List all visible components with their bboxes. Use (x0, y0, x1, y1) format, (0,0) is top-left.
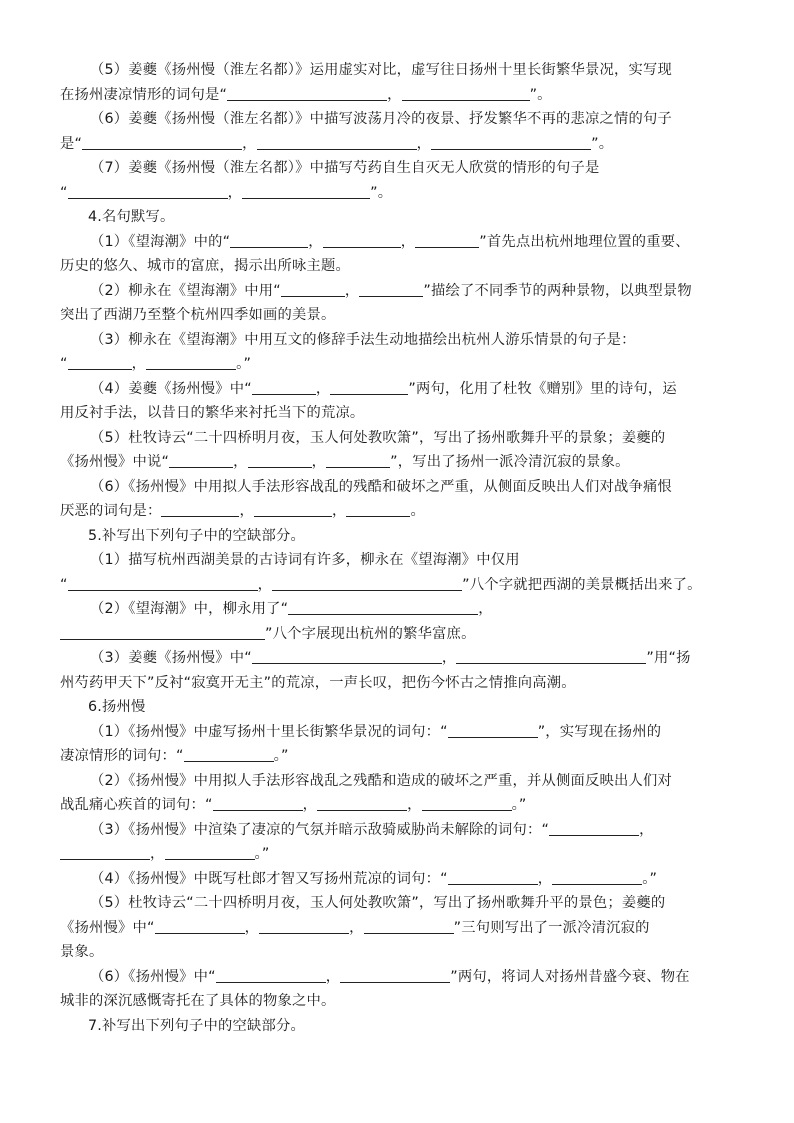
answer-blank[interactable] (242, 183, 370, 199)
answer-blank[interactable] (146, 354, 236, 370)
question-5a-cont: 在扬州凄凉情形的词句是“ ， ”。 (60, 86, 552, 103)
answer-blank[interactable] (448, 869, 538, 885)
answer-blank[interactable] (323, 232, 401, 248)
question-6a-cont: 是“ ， ， ”。 (60, 135, 614, 152)
answer-blank[interactable] (248, 452, 312, 468)
answer-blank[interactable] (252, 648, 442, 664)
question-6-2: （2）《扬州慢》中用拟人手法形容战乱之残酷和造成的破坏之严重，并从侧面反映出人们对 (90, 772, 673, 789)
answer-blank[interactable] (230, 232, 308, 248)
question-6-4: （4）《扬州慢》中既写杜郎才智又写扬州荒凉的词句：“ ， 。” (90, 870, 658, 887)
answer-blank[interactable] (346, 501, 410, 517)
answer-blank[interactable] (82, 134, 242, 150)
question-4-4: （4）姜夔《扬州慢》中“ ， ”两句，化用了杜牧《赠别》里的诗句，运 (90, 380, 677, 397)
question-5-3: （3）姜夔《扬州慢》中“ ， ”用“扬 (90, 650, 691, 666)
question-4-6-cont: 厌恶的词句是： ， ， 。 (60, 503, 425, 519)
question-6-6: （6）《扬州慢》中“ ， ”两句，将词人对扬州昔盛今衰、物在 (90, 968, 690, 985)
question-4-2: （2）柳永在《望海潮》中用“ ， ”描绘了不同季节的两种景物，以典型景物 (90, 282, 692, 299)
question-7a: （7）姜夔《扬州慢（淮左名都）》中描写芍药自生自灭无人欣赏的情形的句子是 (90, 160, 600, 176)
answer-blank[interactable] (288, 599, 478, 615)
answer-blank[interactable] (68, 183, 228, 199)
answer-blank[interactable] (259, 918, 349, 934)
question-4-3-cont: “ ， 。” (60, 356, 252, 372)
question-4-1: （1）《望海潮》中的“ ， ， ”首先点出杭州地理位置的重要、 (90, 233, 690, 250)
answer-blank[interactable] (330, 379, 408, 395)
section-6-heading: 6.扬州慢 (88, 699, 146, 715)
answer-blank[interactable] (68, 354, 132, 370)
answer-blank[interactable] (254, 501, 332, 517)
answer-blank[interactable] (340, 967, 450, 983)
question-6-5-end: 景象。 (60, 944, 104, 960)
answer-blank[interactable] (252, 379, 316, 395)
answer-blank[interactable] (431, 134, 591, 150)
answer-blank[interactable] (317, 795, 407, 811)
section-7-heading: 7.补写出下列句子中的空缺部分。 (88, 1017, 305, 1034)
answer-blank[interactable] (60, 624, 265, 640)
question-6-1-cont: 凄凉情形的词句：“ 。” (60, 748, 289, 764)
answer-blank[interactable] (552, 869, 642, 885)
question-5-1-cont: “ ， ”八个字就把西湖的美景概括出来了。 (60, 576, 702, 593)
question-4-6: （6）《扬州慢》中用拟人手法形容战乱的残酷和破坏之严重，从侧面反映出人们对战争痛恨 (90, 478, 673, 495)
question-5-1: （1）描写杭州西湖美景的古诗词有许多，柳永在《望海潮》中仅用 (90, 552, 520, 568)
question-5-2-cont: ”八个字展现出杭州的繁华富庶。 (60, 622, 740, 647)
question-6-1: （1）《扬州慢》中虚写扬州十里长街繁华景况的词句：“ ”，实写现在扬州的 (90, 723, 662, 740)
question-5-3-cont: 州芍药甲天下”反衬“寂寞开无主”的荒凉，一声长叹，把伤今怀古之情推向高潮。 (60, 674, 576, 691)
answer-blank[interactable] (155, 918, 245, 934)
answer-blank[interactable] (165, 844, 255, 860)
question-4-2-cont: 突出了西湖乃至整个杭州四季如画的美景。 (60, 307, 336, 323)
question-4-3: （3）柳永在《望海潮》中用互文的修辞手法生动地描绘出杭州人游乐情景的句子是： (90, 331, 636, 348)
question-6-5: （5）杜牧诗云“二十四桥明月夜，玉人何处教吹箫”，写出了扬州歌舞升平的景色；姜夔的 (90, 895, 666, 911)
question-5-2: （2）《望海潮》中，柳永用了“ ， (90, 601, 493, 617)
question-5a: （5）姜夔《扬州慢（淮左名都）》运用虚实对比，虚写往日扬州十里长街繁华景况，实写现 (90, 62, 673, 78)
question-7a-cont: “ ， ”。 (60, 184, 393, 201)
answer-blank[interactable] (68, 575, 258, 591)
worksheet-page (60, 58, 740, 1038)
answer-blank[interactable] (448, 722, 538, 738)
question-4-1-cont: 历史的悠久、城市的富庶，揭示出所咏主题。 (60, 258, 350, 274)
question-4-4-cont: 用反衬手法，以昔日的繁华来衬托当下的荒凉。 (60, 405, 365, 421)
answer-blank[interactable] (549, 820, 639, 836)
answer-blank[interactable] (272, 575, 462, 591)
section-5-heading: 5.补写出下列句子中的空缺部分。 (88, 527, 305, 544)
question-4-5-cont: 《扬州慢》中说“ ， ， ”，写出了扬州一派冷清沉寂的景象。 (60, 454, 630, 470)
question-6-3-cont: ， 。” (60, 842, 740, 867)
answer-blank[interactable] (281, 281, 345, 297)
question-4-5: （5）杜牧诗云“二十四桥明月夜，玉人何处教吹箫”，写出了扬州歌舞升平的景象；姜夔的 (90, 429, 666, 446)
answer-blank[interactable] (422, 795, 512, 811)
question-6-3: （3）《扬州慢》中渲染了凄凉的气氛并暗示敌骑威胁尚未解除的词句：“ ， (90, 821, 654, 838)
section-4-heading: 4.名句默写。 (88, 209, 175, 225)
question-6-6-cont: 城非的深沉感慨寄托在了具体的物象之中。 (60, 993, 336, 1009)
answer-blank[interactable] (402, 85, 530, 101)
answer-blank[interactable] (213, 795, 303, 811)
answer-blank[interactable] (415, 232, 479, 248)
answer-blank[interactable] (216, 967, 326, 983)
question-6-5-cont: 《扬州慢》中“ ， ， ”三句则写出了一派冷清沉寂的 (60, 919, 650, 936)
answer-blank[interactable] (169, 452, 233, 468)
answer-blank[interactable] (359, 281, 423, 297)
answer-blank[interactable] (456, 648, 646, 664)
answer-blank[interactable] (184, 746, 274, 762)
answer-blank[interactable] (326, 452, 390, 468)
answer-blank[interactable] (161, 501, 239, 517)
answer-blank[interactable] (227, 85, 387, 101)
answer-blank[interactable] (364, 918, 454, 934)
question-6a: （6）姜夔《扬州慢（淮左名都）》中描写波荡月冷的夜景、抒发繁华不再的悲凉之情的句子 (90, 111, 673, 127)
answer-blank[interactable] (60, 844, 150, 860)
answer-blank[interactable] (257, 134, 417, 150)
question-6-2-cont: 战乱痛心疾首的词句：“ ， ， 。” (60, 797, 527, 813)
